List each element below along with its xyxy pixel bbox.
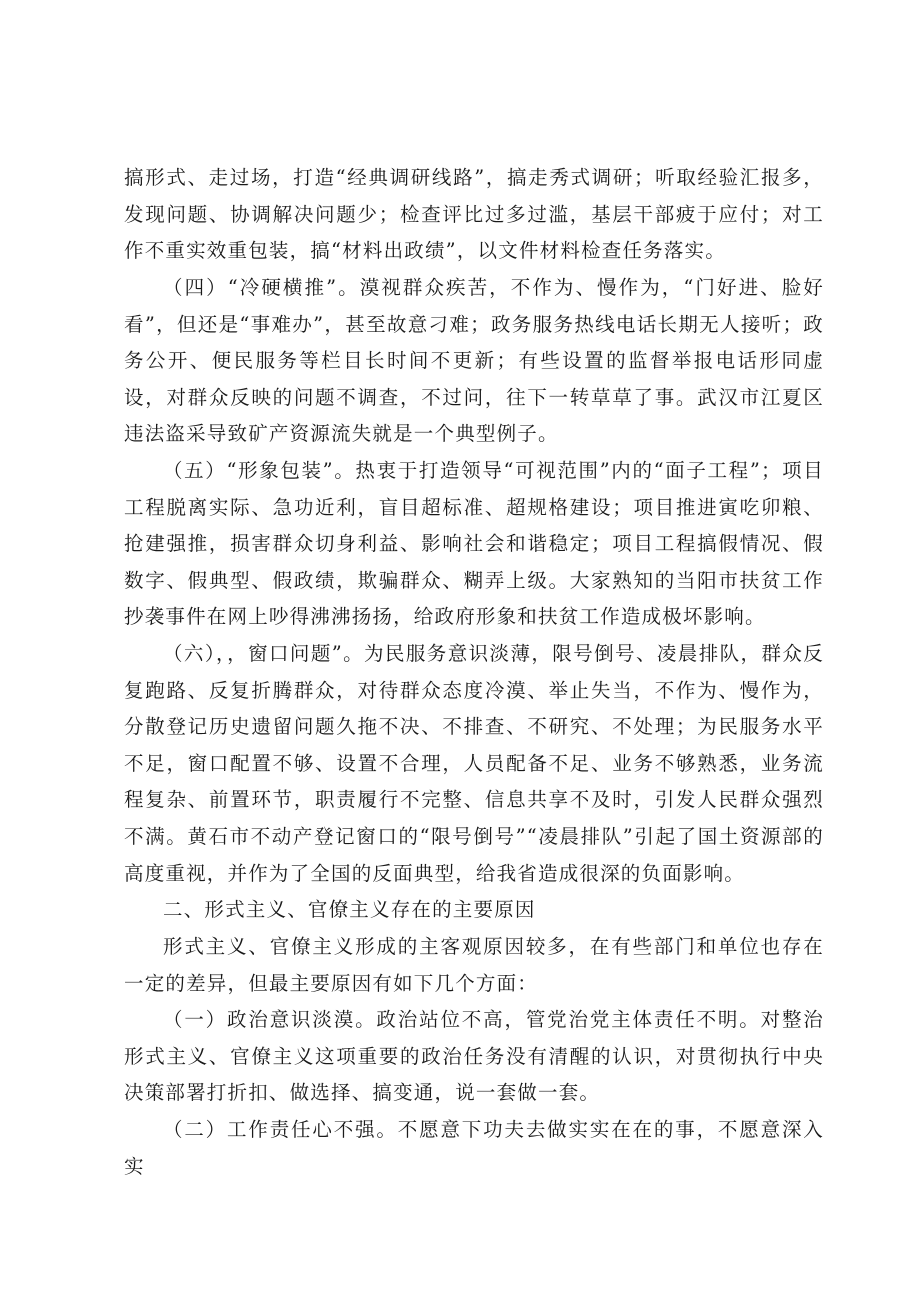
paragraph-cause-1: （一）政治意识淡漠。政治站位不高，管党治党主体责任不明。对整治形式主义、官僚主义这项重要的政治任务没有清醒的认识，对贯彻执行中央决策部署打折扣、做选择、搞变通，说一套做一套。 [124,1008,824,1105]
paragraph-section-4: （四）“冷硬横推”。漠视群众疾苦，不作为、慢作为，“门好进、脸好看”，但还是“事难办”，甚至故意刁难；政务服务热线电话长期无人接听；政务公开、便民服务等栏目长时间不更新；有些设置的监督举报电话形同虚设，对群众反映的问题不调查，不过问，往下一转草草了事。武汉市江夏区违法盗采导致矿产资源流失就是一个典型例子。 [124,276,824,446]
section-heading-causes: 二、形式主义、官僚主义存在的主要原因 [163,898,536,921]
paragraph-continuation: 搞形式、走过场，打造“经典调研线路”，搞走秀式调研；听取经验汇报多，发现问题、协调解决问题少；检查评比过多过滥，基层干部疲于应付；对工作不重实效重包装，搞“材料出政绩”，以文件材料检查任务落实。 [124,166,824,263]
paragraph-section-6: （六），，窗口问题”。为民服务意识淡薄，限号倒号、凌晨排队，群众反复跑路、反复折腾群众，对待群众态度冷漠、举止失当，不作为、慢作为，分散登记历史遗留问题久拖不决、不排查、不研究、不处理；为民服务水平不足，窗口配置不够、设置不合理，人员配备不足、业务不够熟悉，业务流程复杂、前置环节，职责履行不完整、信息共享不及时，引发人民群众强烈不满。黄石市不动产登记窗口的“限号倒号”“凌晨排队”引起了国土资源部的高度重视，并作为了全国的反面典型，给我省造成很深的负面影响。 [124,642,824,885]
paragraph-cause-2: （二）工作责任心不强。不愿意下功夫去做实实在在的事，不愿意深入实 [124,1118,824,1178]
paragraph-section-5: （五）“形象包装”。热衷于打造领导“可视范围”内的“面子工程”；项目工程脱离实际、急功近利，盲目超标准、超规格建设；项目推进寅吃卯粮、抢建强推，损害群众切身利益、影响社会和谐稳定；项目工程搞假情况、假数字、假典型、假政绩，欺骗群众、糊弄上级。大家熟知的当阳市扶贫工作抄袭事件在网上吵得沸沸扬扬，给政府形象和扶贫工作造成极坏影响。 [124,459,824,629]
paragraph-causes-intro: 形式主义、官僚主义形成的主客观原因较多，在有些部门和单位也存在一定的差异，但最主要原因有如下几个方面： [124,935,824,995]
